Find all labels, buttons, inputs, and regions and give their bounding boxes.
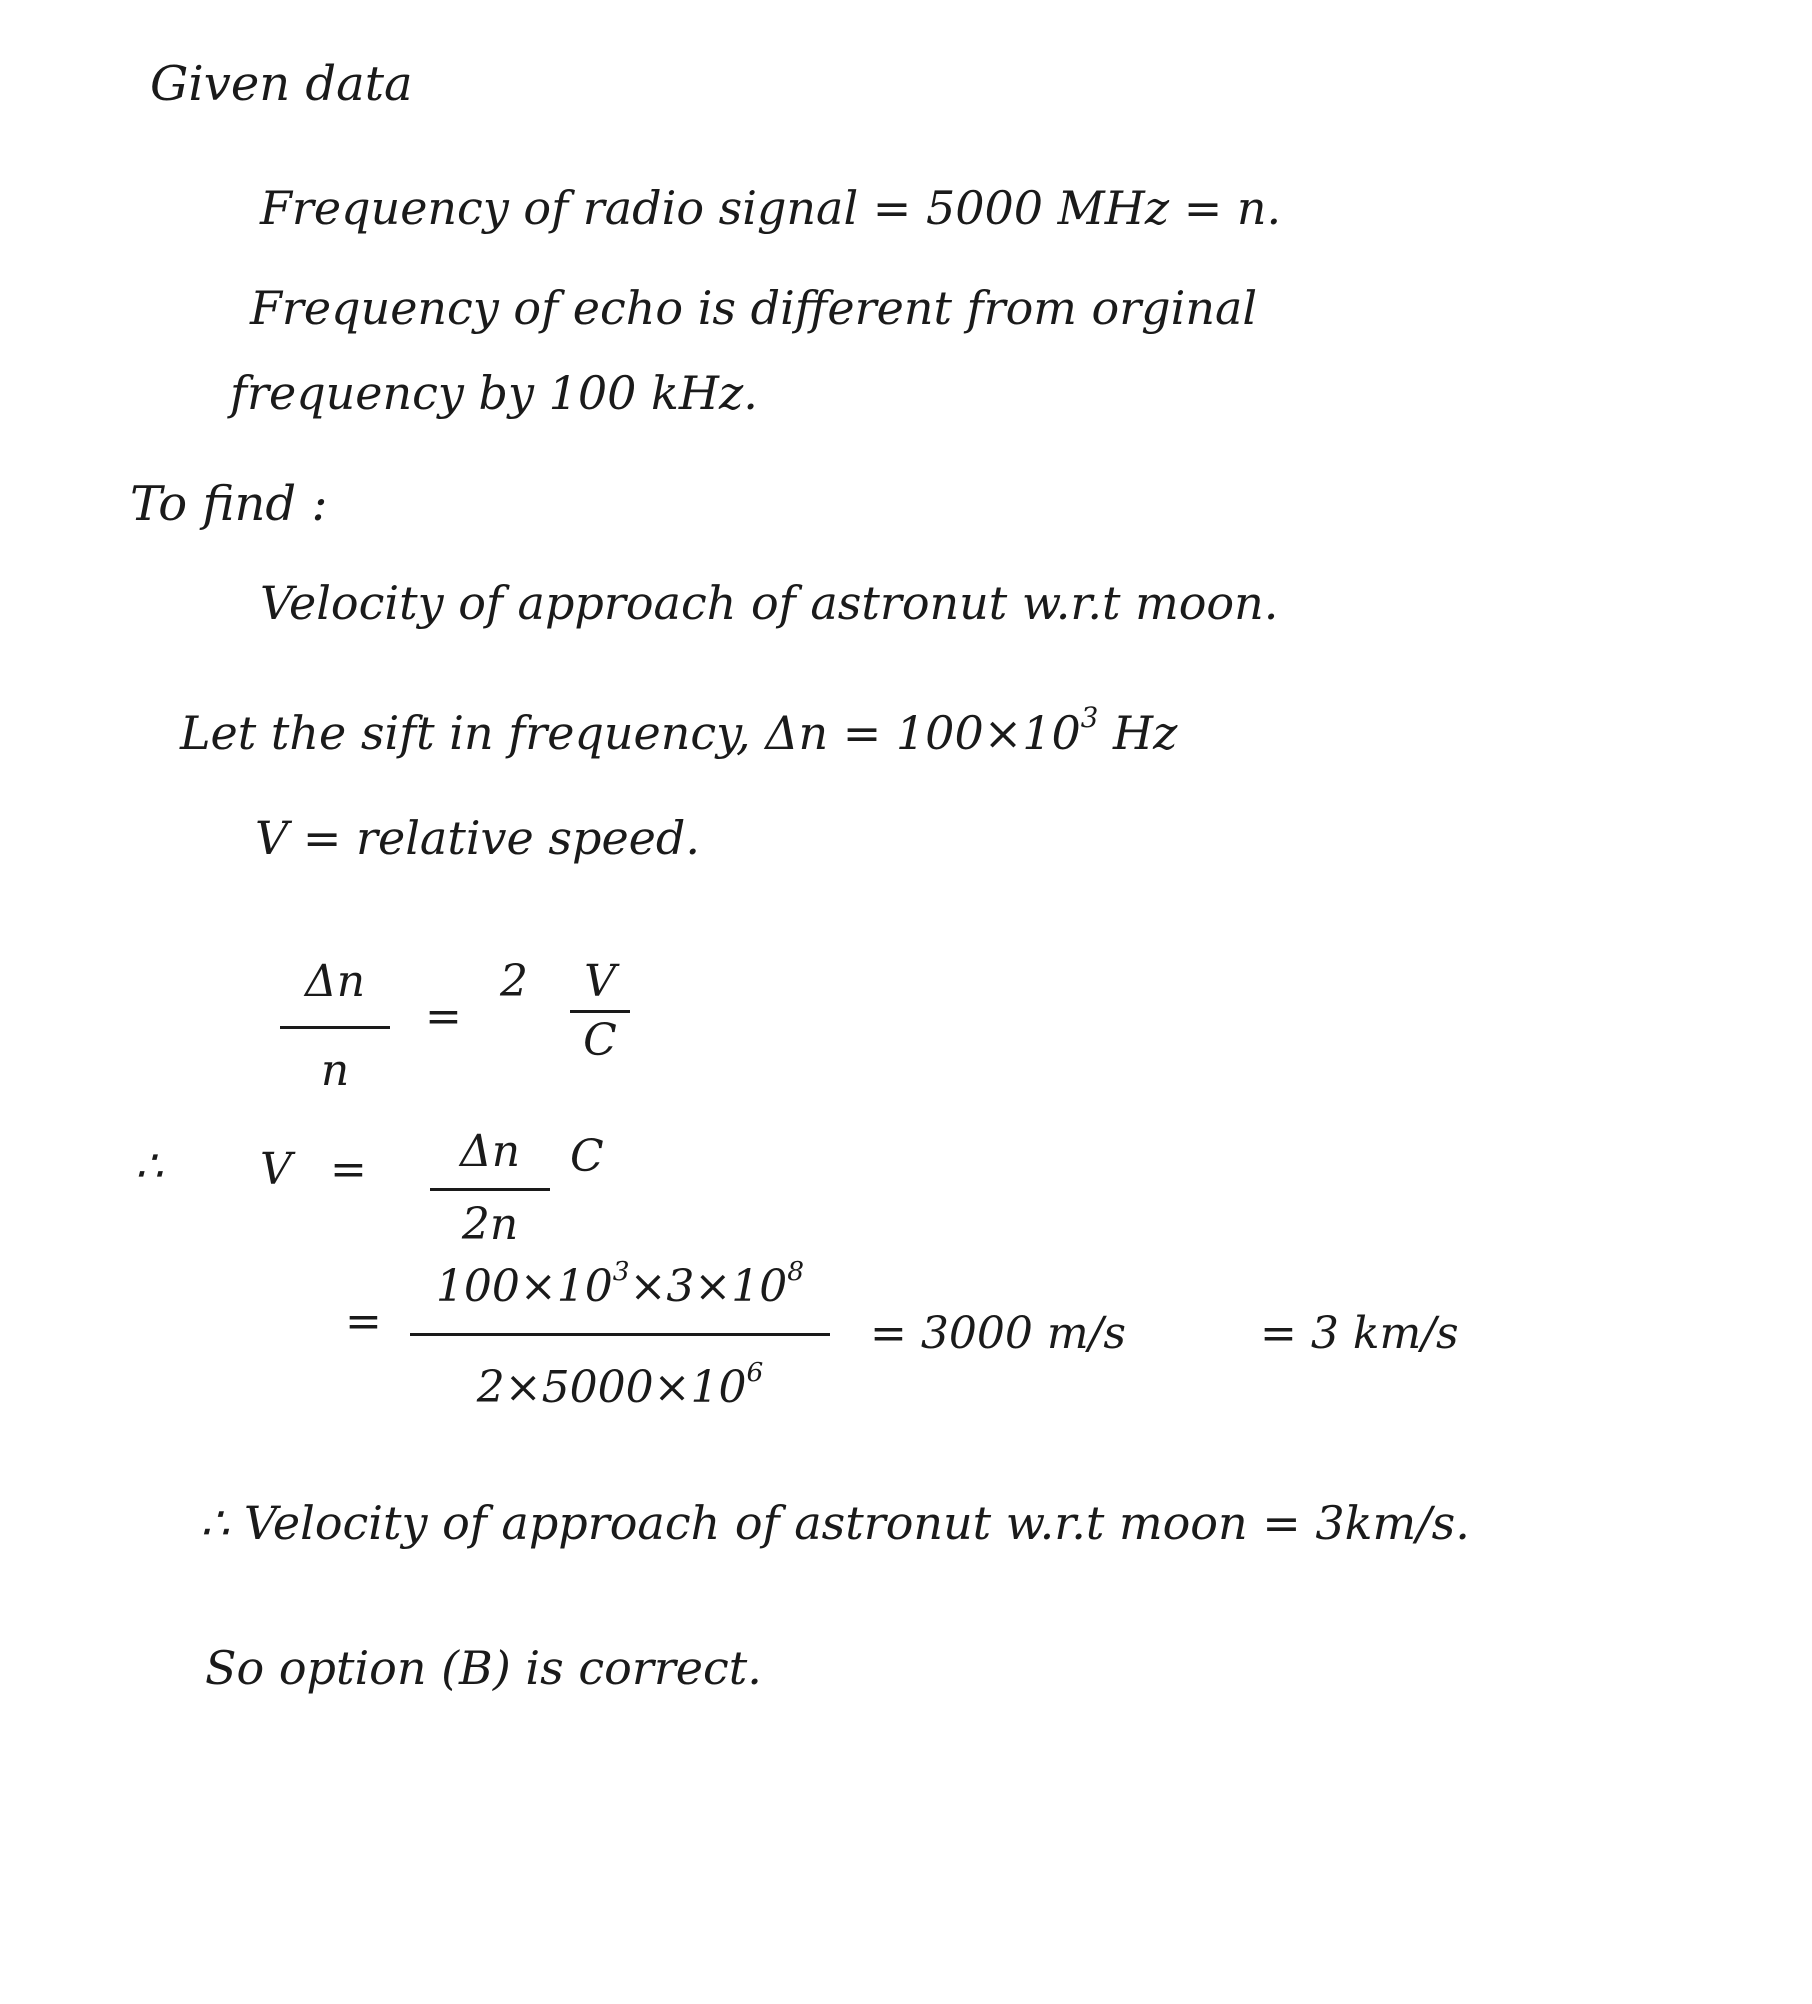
eq2-fraction-bar bbox=[430, 1188, 550, 1191]
definition-shift-text: Let the sift in frequency, Δn = 100×10 bbox=[180, 706, 1081, 760]
eq3-fraction bbox=[410, 1255, 830, 1413]
eq1-lhs-fraction-bar bbox=[280, 1026, 390, 1029]
definition-shift-unit: Hz bbox=[1098, 706, 1178, 760]
eq3-fraction-bar bbox=[410, 1333, 830, 1336]
definition-shift-exponent: 3 bbox=[1080, 700, 1099, 734]
definition-relative-speed: V = relative speed. bbox=[255, 811, 700, 865]
eq2-denominator: 2n bbox=[461, 1199, 519, 1250]
eq1-equals: = bbox=[425, 991, 462, 1042]
eq1-rhs-denominator: C bbox=[583, 1015, 617, 1066]
eq1-lhs-numerator: Δn bbox=[304, 956, 366, 1007]
eq1-lhs-denominator: n bbox=[320, 1045, 350, 1096]
eq2-lhs: V bbox=[260, 1144, 292, 1195]
conclusion-correct-option: So option (B) is correct. bbox=[205, 1641, 762, 1695]
conclusion-velocity: ∴ Velocity of approach of astronut w.r.t moon = 3km/s. bbox=[200, 1496, 1470, 1550]
eq1-rhs-numerator: V bbox=[584, 956, 616, 1007]
eq2-factor: C bbox=[570, 1131, 604, 1182]
given-line-echo-frequency: Frequency of echo is different from orginal bbox=[250, 281, 1258, 335]
eq2-numerator: Δn bbox=[459, 1126, 521, 1177]
given-line-frequency-difference: frequency by 100 kHz. bbox=[230, 366, 758, 420]
eq2-equals: = bbox=[330, 1144, 367, 1195]
eq3-numerator-exp-b: 8 bbox=[787, 1255, 805, 1287]
eq3-numerator-part-a: 100×10 bbox=[435, 1261, 613, 1312]
eq3-denominator bbox=[476, 1356, 764, 1413]
given-data-heading: Given data bbox=[150, 56, 413, 112]
eq2-fraction bbox=[430, 1126, 550, 1250]
eq3-numerator bbox=[435, 1255, 805, 1312]
eq3-result-kmps: = 3 km/s bbox=[1260, 1308, 1459, 1359]
eq3-denominator-exp-a: 6 bbox=[746, 1356, 764, 1388]
to-find-heading: To find : bbox=[130, 476, 328, 532]
eq3-numerator-exp-a: 3 bbox=[612, 1255, 630, 1287]
eq1-lhs-fraction bbox=[280, 956, 390, 1096]
eq3-result-mps: = 3000 m/s bbox=[870, 1308, 1126, 1359]
eq3-numerator-part-b: ×3×10 bbox=[629, 1261, 788, 1312]
eq3-denominator-part-a: 2×5000×10 bbox=[476, 1362, 747, 1413]
eq3-equals: = bbox=[345, 1296, 382, 1347]
to-find-line-velocity: Velocity of approach of astronut w.r.t moon. bbox=[260, 576, 1279, 630]
definition-frequency-shift bbox=[180, 700, 1178, 760]
eq1-coefficient: 2 bbox=[500, 956, 528, 1007]
given-line-signal-frequency: Frequency of radio signal = 5000 MHz = n. bbox=[260, 181, 1282, 235]
eq2-therefore-symbol: ∴ bbox=[135, 1141, 163, 1192]
eq1-rhs-fraction-bar bbox=[570, 1010, 630, 1013]
eq1-rhs-fraction bbox=[570, 956, 630, 1066]
